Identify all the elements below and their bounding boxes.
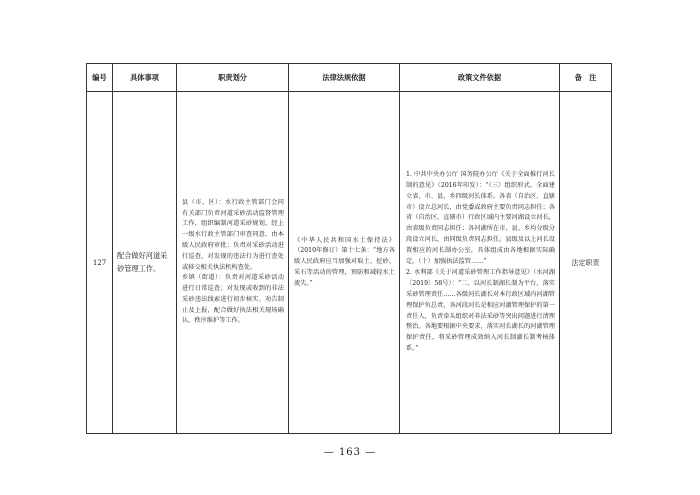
row-item: 配合做好河道采砂管理工作。 [113,92,177,434]
row-legal-basis: 《中华人民共和国水土保持法》（2010年修订）第十七条：“地方各级人民政府应当加强对取土、挖砂、采石等活动的管理，预防和减轻水土流失。” [289,92,400,434]
header-specific-item: 具体事项 [113,64,177,92]
header-number: 编号 [87,64,113,92]
header-row [87,64,612,92]
header-duty-division: 职责划分 [177,64,289,92]
duty-township: 乡镇（街道）：负责对河道采砂活动进行日常巡查；对发现或收到的非法采砂违法线索进行初步核实、劝告制止及上报，配合做好执法相关现场确认、秩序维护等工作。 [182,274,284,325]
table-row [87,92,612,434]
table-body [87,92,612,434]
row-policy-basis [400,92,560,434]
policy-item-1: 1. 中共中央办公厅 国务院办公厅《关于全面推行河长制的意见》（2016年印发）：“（三）组织形式。全面建立省、市、县、乡四级河长体系。各省（自治区、直辖市）设立总河长，由党委或政府主要负责同志担任；各省（自治区、直辖市）行政区域内主要河湖设立河长，由省级负责同志担任；各河湖所在市、县、乡均分级分段设立河长，由同级负责同志担任。县级及以上河长设置相应的河长制办公室，具体组成由各地根据实际确定。（十）加强执法监管……” [406,170,555,266]
row-duty-division [177,92,289,434]
header-legal-basis: 法律法规依据 [289,64,400,92]
policy-item-2: 2. 水利部《关于河道采砂管理工作指导意见》（水河湖〔2019〕58号）：“二、以河长制湖长制为平台，落实采砂管理责任……各级河长湖长对本行政区域内河湖管理保护负总责，各河段河长是相应河湖管理保护的第一责任人，负责牵头组织对非法采砂等突出问题进行清理整治。各地要根据中央要求，落实河长湖长的河湖管理保护责任，将采砂管理成效纳入河长制湖长制考核体系。” [406,268,555,353]
duty-county: 县（市、区）：水行政主管部门会同有关部门负责河道采砂活动监督管理工作，组织编制河道采砂规划，经上一级水行政主管部门审查同意，由本级人民政府审批；负责对采砂活动进行巡查，对发现的违法行为进行查处或移交相关执法机构查处。 [182,198,284,271]
row-remarks: 法定职责 [560,92,612,434]
table-header [87,64,612,92]
row-number: 127 [87,92,113,434]
page-number: — 163 — [323,447,377,458]
responsibility-table [86,63,612,434]
header-remarks: 备 注 [560,64,612,92]
header-policy-basis: 政策文件依据 [400,64,560,92]
